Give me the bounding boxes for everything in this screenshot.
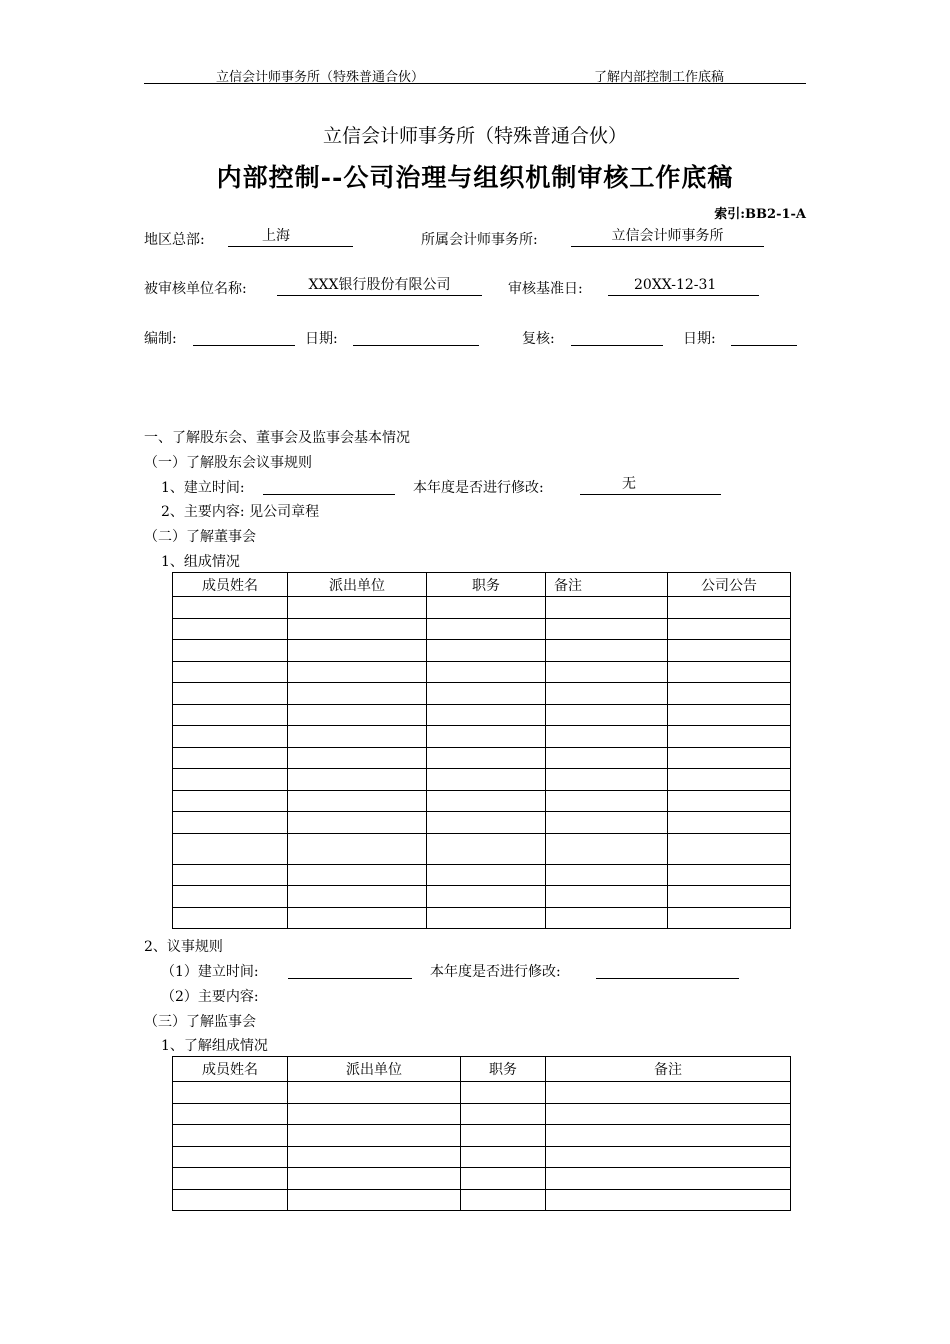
shareholders-modified-label: 本年度是否进行修改: (413, 480, 544, 496)
board-rules-heading: 2、议事规则 (144, 939, 223, 955)
firm-label: 所属会计师事务所: (421, 232, 538, 248)
firm-value: 立信会计师事务所 (611, 228, 724, 244)
table-cell[interactable] (173, 662, 288, 683)
col-announcement: 公司公告 (668, 573, 791, 597)
table-row (173, 886, 791, 908)
table-cell[interactable] (173, 748, 288, 769)
entity-value: XXX银行股份有限公司 (308, 277, 451, 293)
table-cell[interactable] (461, 1190, 546, 1211)
table-cell[interactable] (668, 812, 791, 834)
prepared-field[interactable] (193, 328, 295, 346)
table-cell[interactable] (288, 1190, 461, 1211)
table-cell[interactable] (546, 705, 668, 726)
table-row (173, 834, 791, 865)
region-label: 地区总部: (144, 232, 205, 248)
table-cell[interactable] (546, 619, 668, 640)
table-cell[interactable] (173, 1168, 288, 1190)
table-cell[interactable] (173, 812, 288, 834)
region-value: 上海 (262, 228, 290, 244)
table-cell[interactable] (668, 705, 791, 726)
table-cell[interactable] (173, 769, 288, 791)
table-cell[interactable] (668, 769, 791, 791)
table-cell[interactable] (427, 748, 546, 769)
table-cell[interactable] (546, 1082, 791, 1104)
board-content-label: （2）主要内容: (161, 989, 259, 1005)
table-cell[interactable] (427, 705, 546, 726)
firm-field[interactable] (571, 229, 764, 247)
entity-label: 被审核单位名称: (144, 281, 247, 297)
table-row (173, 662, 791, 683)
table-cell[interactable] (546, 791, 668, 812)
table-cell[interactable] (427, 683, 546, 705)
table-cell[interactable] (288, 683, 427, 705)
table-cell[interactable] (173, 834, 288, 865)
table-cell[interactable] (546, 683, 668, 705)
table-cell[interactable] (427, 834, 546, 865)
table-row (173, 597, 791, 619)
shareholders-content: 2、主要内容: 见公司章程 (161, 504, 320, 520)
col-remarks: 备注 (546, 573, 668, 597)
table-cell[interactable] (427, 662, 546, 683)
table-cell[interactable] (546, 748, 668, 769)
firm-title: 立信会计师事务所（特殊普通合伙） (322, 125, 627, 147)
table-cell[interactable] (461, 1082, 546, 1104)
table-cell[interactable] (173, 619, 288, 640)
header-right: 了解内部控制工作底稿 (594, 70, 725, 85)
table-cell[interactable] (427, 619, 546, 640)
shareholders-est-field[interactable] (263, 477, 395, 495)
table-row (173, 1125, 791, 1147)
table-cell[interactable] (461, 1147, 546, 1168)
table-cell[interactable] (173, 1125, 288, 1147)
table-cell[interactable] (546, 886, 668, 908)
table-row (173, 865, 791, 886)
table-cell[interactable] (173, 791, 288, 812)
board-table-header (173, 573, 791, 597)
table-cell[interactable] (546, 1168, 791, 1190)
table-cell[interactable] (173, 1190, 288, 1211)
table-cell[interactable] (427, 640, 546, 662)
col-remarks: 备注 (546, 1057, 791, 1082)
base-date-label: 审核基准日: (508, 281, 583, 297)
table-cell[interactable] (427, 886, 546, 908)
table-cell[interactable] (427, 812, 546, 834)
section-heading: 一、了解股东会、董事会及监事会基本情况 (144, 430, 410, 446)
shareholders-est-label: 1、建立时间: (161, 480, 245, 496)
table-cell[interactable] (173, 640, 288, 662)
table-row (173, 1190, 791, 1211)
date2-label: 日期: (683, 331, 716, 347)
table-cell[interactable] (288, 726, 427, 748)
table-cell[interactable] (427, 908, 546, 929)
board-modified-label: 本年度是否进行修改: (430, 964, 561, 980)
board-table (172, 572, 791, 929)
table-cell[interactable] (288, 1147, 461, 1168)
table-cell[interactable] (668, 640, 791, 662)
table-cell[interactable] (668, 662, 791, 683)
table-cell[interactable] (668, 597, 791, 619)
base-date-field[interactable] (608, 278, 759, 296)
col-unit: 派出单位 (288, 573, 427, 597)
table-row (173, 791, 791, 812)
table-cell[interactable] (546, 640, 668, 662)
table-cell[interactable] (173, 705, 288, 726)
table-cell[interactable] (288, 908, 427, 929)
board-modified-field[interactable] (596, 961, 739, 979)
table-cell[interactable] (288, 1104, 461, 1125)
date1-label: 日期: (305, 331, 338, 347)
col-member-name: 成员姓名 (173, 573, 288, 597)
table-row (173, 726, 791, 748)
col-member-name: 成员姓名 (173, 1057, 288, 1082)
table-cell[interactable] (461, 1104, 546, 1125)
table-row (173, 908, 791, 929)
table-row (173, 683, 791, 705)
supervisors-composition-label: 1、了解组成情况 (161, 1038, 268, 1054)
table-row (173, 619, 791, 640)
table-cell[interactable] (546, 597, 668, 619)
prepared-label: 编制: (144, 331, 177, 347)
table-cell[interactable] (546, 1190, 791, 1211)
date1-field[interactable] (353, 328, 479, 346)
table-cell[interactable] (546, 662, 668, 683)
supervisors-table-header (173, 1057, 791, 1082)
table-cell[interactable] (546, 726, 668, 748)
table-cell[interactable] (288, 1082, 461, 1104)
table-cell[interactable] (668, 748, 791, 769)
table-row (173, 748, 791, 769)
table-cell[interactable] (546, 834, 668, 865)
region-field[interactable] (228, 229, 353, 247)
board-composition-label: 1、组成情况 (161, 554, 240, 570)
table-cell[interactable] (668, 834, 791, 865)
table-cell[interactable] (668, 619, 791, 640)
board-est-label: （1）建立时间: (161, 964, 259, 980)
table-cell[interactable] (288, 640, 427, 662)
table-cell[interactable] (427, 791, 546, 812)
table-cell[interactable] (173, 683, 288, 705)
col-position: 职务 (427, 573, 546, 597)
table-row (173, 1168, 791, 1190)
table-cell[interactable] (668, 791, 791, 812)
table-cell[interactable] (461, 1125, 546, 1147)
table-cell[interactable] (546, 1125, 791, 1147)
table-cell[interactable] (546, 1104, 791, 1125)
table-cell[interactable] (668, 726, 791, 748)
table-cell[interactable] (173, 1082, 288, 1104)
table-cell[interactable] (288, 1125, 461, 1147)
board-heading: （二）了解董事会 (144, 529, 256, 545)
table-cell[interactable] (288, 791, 427, 812)
table-cell[interactable] (546, 769, 668, 791)
table-row (173, 640, 791, 662)
table-cell[interactable] (668, 886, 791, 908)
page-title: 内部控制--公司治理与组织机制审核工作底稿 (216, 163, 734, 192)
table-row (173, 1082, 791, 1104)
table-cell[interactable] (173, 865, 288, 886)
date2-field[interactable] (731, 328, 797, 346)
table-cell[interactable] (288, 865, 427, 886)
table-cell[interactable] (546, 1147, 791, 1168)
table-cell[interactable] (427, 865, 546, 886)
entity-field[interactable] (277, 278, 482, 296)
header-left: 立信会计师事务所（特殊普通合伙） (216, 70, 425, 85)
table-cell[interactable] (668, 683, 791, 705)
table-cell[interactable] (173, 1147, 288, 1168)
table-cell[interactable] (173, 886, 288, 908)
col-position: 职务 (461, 1057, 546, 1082)
table-cell[interactable] (427, 726, 546, 748)
col-unit: 派出单位 (288, 1057, 461, 1082)
review-field[interactable] (571, 328, 663, 346)
table-row (173, 705, 791, 726)
table-cell[interactable] (668, 865, 791, 886)
table-cell[interactable] (173, 726, 288, 748)
table-cell[interactable] (546, 908, 668, 929)
header-rule (144, 83, 806, 84)
table-cell[interactable] (288, 705, 427, 726)
base-date-value: 20XX-12-31 (634, 277, 717, 293)
table-cell[interactable] (288, 769, 427, 791)
table-cell[interactable] (427, 769, 546, 791)
table-cell[interactable] (173, 597, 288, 619)
table-row (173, 1147, 791, 1168)
table-cell[interactable] (288, 597, 427, 619)
shareholders-modified-value: 无 (622, 476, 636, 492)
table-row (173, 769, 791, 791)
table-cell[interactable] (288, 886, 427, 908)
shareholders-modified-field[interactable] (580, 477, 721, 495)
table-cell[interactable] (546, 812, 668, 834)
table-cell[interactable] (288, 748, 427, 769)
review-label: 复核: (522, 331, 555, 347)
table-cell[interactable] (173, 1104, 288, 1125)
table-cell[interactable] (288, 619, 427, 640)
table-cell[interactable] (288, 662, 427, 683)
table-cell[interactable] (668, 908, 791, 929)
table-row (173, 1104, 791, 1125)
table-cell[interactable] (173, 908, 288, 929)
table-cell[interactable] (288, 1168, 461, 1190)
table-row (173, 812, 791, 834)
supervisors-heading: （三）了解监事会 (144, 1014, 256, 1030)
board-est-field[interactable] (288, 961, 412, 979)
supervisors-table (172, 1056, 791, 1211)
table-cell[interactable] (461, 1168, 546, 1190)
index-code: 索引:BB2-1-A (714, 207, 806, 222)
shareholders-heading: （一）了解股东会议事规则 (144, 455, 312, 471)
table-cell[interactable] (288, 812, 427, 834)
table-cell[interactable] (546, 865, 668, 886)
table-cell[interactable] (288, 834, 427, 865)
table-cell[interactable] (427, 597, 546, 619)
